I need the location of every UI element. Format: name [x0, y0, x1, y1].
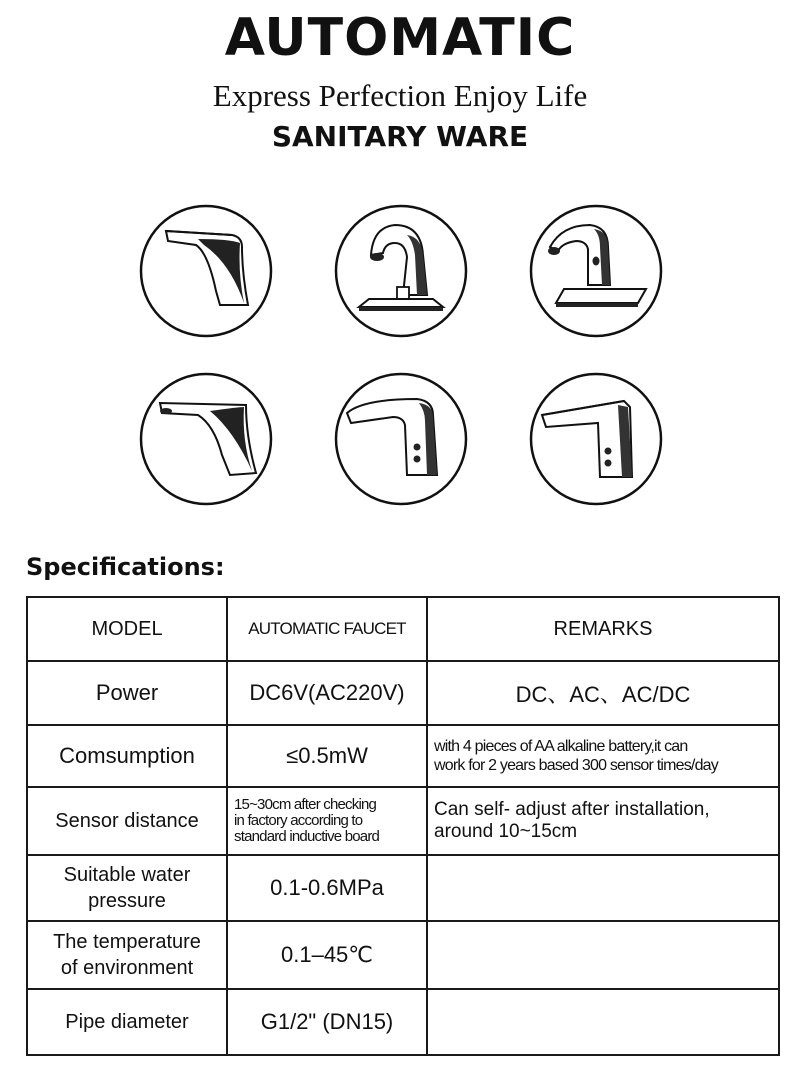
spec-label-line: Power — [95, 680, 159, 705]
spec-remark-line: with 4 pieces of AA alkaline battery,it can — [434, 738, 688, 755]
spec-value-line: DC6V(AC220V) — [249, 680, 405, 705]
spec-remark — [427, 787, 779, 855]
product-image-6 — [528, 371, 664, 507]
arc-sensor-faucet-deckplate-icon — [528, 203, 664, 339]
header-product: AUTOMATIC FAUCET — [227, 597, 427, 661]
spec-remark — [427, 855, 779, 921]
spec-value-line: 15~30cm after checking — [234, 796, 377, 813]
table-row-power — [27, 661, 779, 725]
spec-remark — [427, 921, 779, 989]
spec-value-line: ≤0.5mW — [286, 743, 368, 768]
spec-label-line: Suitable water — [63, 864, 191, 886]
spec-remark — [427, 989, 779, 1055]
spec-remark-line: work for 2 years based 300 sensor times/day — [434, 757, 718, 774]
product-image-1 — [138, 203, 274, 339]
spec-value — [227, 661, 427, 725]
spec-value — [227, 855, 427, 921]
spec-label — [27, 725, 227, 787]
spec-label — [27, 921, 227, 989]
spec-label — [27, 855, 227, 921]
table-row-water-pressure — [27, 855, 779, 921]
spec-label-line: Pipe diameter — [65, 1010, 189, 1033]
table-row-pipe-diameter — [27, 989, 779, 1055]
spec-label-line: Comsumption — [59, 743, 195, 768]
spec-value-line: standard inductive board — [234, 828, 380, 845]
spec-label-line: Sensor distance — [55, 809, 199, 832]
spec-value — [227, 787, 427, 855]
square-sensor-faucet-icon — [528, 371, 664, 507]
product-image-4 — [138, 371, 274, 507]
spec-remark-line: around 10~15cm — [434, 821, 578, 842]
product-image-3 — [528, 203, 664, 339]
specifications-heading: Specifications: — [26, 553, 225, 581]
table-row-sensor-distance — [27, 787, 779, 855]
spec-label — [27, 989, 227, 1055]
product-image-2 — [333, 203, 469, 339]
spec-value-line: 0.1-0.6MPa — [270, 875, 384, 900]
header-remarks: REMARKS — [427, 597, 779, 661]
spec-remark-line: Can self- adjust after installation, — [434, 799, 710, 820]
spec-label — [27, 787, 227, 855]
header-model: MODEL — [27, 597, 227, 661]
spec-label-line: The temperature — [53, 931, 201, 953]
spec-label — [27, 661, 227, 725]
spec-value-line: G1/2" (DN15) — [260, 1009, 394, 1034]
table-row-environment-temperature — [27, 921, 779, 989]
table-header-row — [27, 597, 779, 661]
round-sensor-faucet-icon — [333, 371, 469, 507]
spec-value-line: 0.1–45℃ — [281, 942, 373, 967]
spec-remark-line: DC、AC、AC/DC — [515, 681, 691, 707]
product-image-5 — [333, 371, 469, 507]
spec-label-line: pressure — [88, 890, 166, 912]
spec-value — [227, 989, 427, 1055]
spec-value — [227, 921, 427, 989]
flared-waterfall-faucet-icon — [138, 371, 274, 507]
specifications-table — [26, 596, 780, 1056]
spec-value-line: in factory according to — [234, 812, 363, 829]
product-gallery — [0, 195, 800, 515]
spec-value — [227, 725, 427, 787]
spec-remark — [427, 725, 779, 787]
subtitle: SANITARY WARE — [271, 120, 529, 153]
curved-waterfall-faucet-icon — [138, 203, 274, 339]
page-title: AUTOMATIC — [224, 8, 576, 68]
tagline: Express Perfection Enjoy Life — [212, 78, 588, 113]
table-row-consumption — [27, 725, 779, 787]
spec-label-line: of environment — [60, 957, 194, 979]
spec-remark — [427, 661, 779, 725]
gooseneck-sensor-faucet-icon — [333, 203, 469, 339]
